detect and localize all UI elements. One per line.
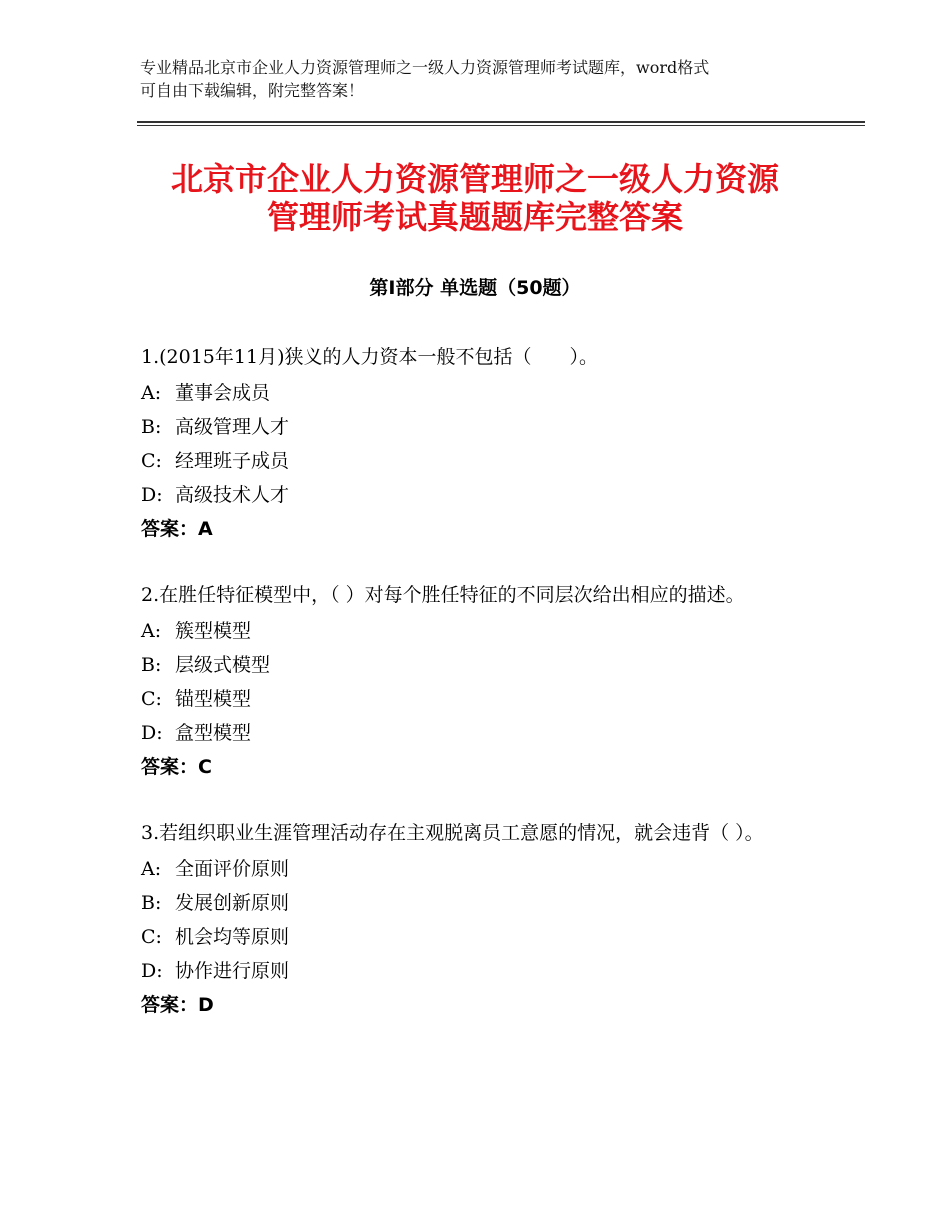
- answer-line: 答案：A: [141, 518, 213, 540]
- option-text: 簇型模型: [175, 620, 252, 642]
- option-b: [141, 886, 821, 920]
- question-list: [141, 342, 821, 1056]
- option-a: [141, 614, 821, 648]
- option-c: [141, 444, 821, 478]
- option-text: 董事会成员: [175, 382, 271, 404]
- header-line-2: 可自由下载编辑，附完整答案！: [140, 81, 365, 100]
- option-c: [141, 682, 821, 716]
- option-label: C:: [141, 688, 162, 710]
- option-label: D:: [141, 960, 163, 982]
- question-text: 2.在胜任特征模型中，（ ）对每个胜任特征的不同层次给出相应的描述。: [141, 584, 745, 606]
- option-label: A:: [141, 620, 162, 642]
- option-a: [141, 376, 821, 410]
- option-d: [141, 478, 821, 512]
- option-text: 层级式模型: [175, 654, 271, 676]
- answer-line: 答案：C: [141, 756, 212, 778]
- option-c: [141, 920, 821, 954]
- option-text: 高级管理人才: [175, 416, 290, 438]
- header-rule-thick: [137, 121, 865, 123]
- question-1: [141, 342, 821, 546]
- header-rule-thin: [137, 125, 865, 126]
- option-label: B:: [141, 416, 162, 438]
- option-label: A:: [141, 858, 162, 880]
- option-d: [141, 716, 821, 750]
- option-label: D:: [141, 722, 163, 744]
- option-text: 协作进行原则: [175, 960, 290, 982]
- document-title: [100, 160, 850, 236]
- option-b: [141, 648, 821, 682]
- title-line-2: 管理师考试真题题库完整答案: [266, 198, 683, 236]
- option-text: 机会均等原则: [175, 926, 290, 948]
- option-text: 全面评价原则: [175, 858, 290, 880]
- option-label: C:: [141, 450, 162, 472]
- title-line-1: 北京市企业人力资源管理师之一级人力资源: [170, 160, 779, 198]
- option-label: B:: [141, 892, 162, 914]
- question-text: 3.若组织职业生涯管理活动存在主观脱离员工意愿的情况，就会违背（ ）。: [141, 822, 764, 844]
- option-b: [141, 410, 821, 444]
- option-text: 盒型模型: [175, 722, 252, 744]
- option-label: A:: [141, 382, 162, 404]
- section-heading: 第Ⅰ部分 单选题（50题）: [369, 277, 581, 299]
- option-label: D:: [141, 484, 163, 506]
- option-label: B:: [141, 654, 162, 676]
- option-text: 发展创新原则: [175, 892, 290, 914]
- page-header: [140, 56, 820, 102]
- option-text: 经理班子成员: [175, 450, 290, 472]
- option-text: 高级技术人才: [175, 484, 290, 506]
- question-2: [141, 580, 821, 784]
- option-text: 锚型模型: [175, 688, 252, 710]
- answer-line: 答案：D: [141, 994, 214, 1016]
- question-text: 1.(2015年11月)狭义的人力资本一般不包括（ ）。: [141, 346, 598, 368]
- option-a: [141, 852, 821, 886]
- header-line-1: 专业精品北京市企业人力资源管理师之一级人力资源管理师考试题库，word格式: [140, 58, 710, 77]
- option-label: C:: [141, 926, 162, 948]
- option-d: [141, 954, 821, 988]
- question-3: [141, 818, 821, 1022]
